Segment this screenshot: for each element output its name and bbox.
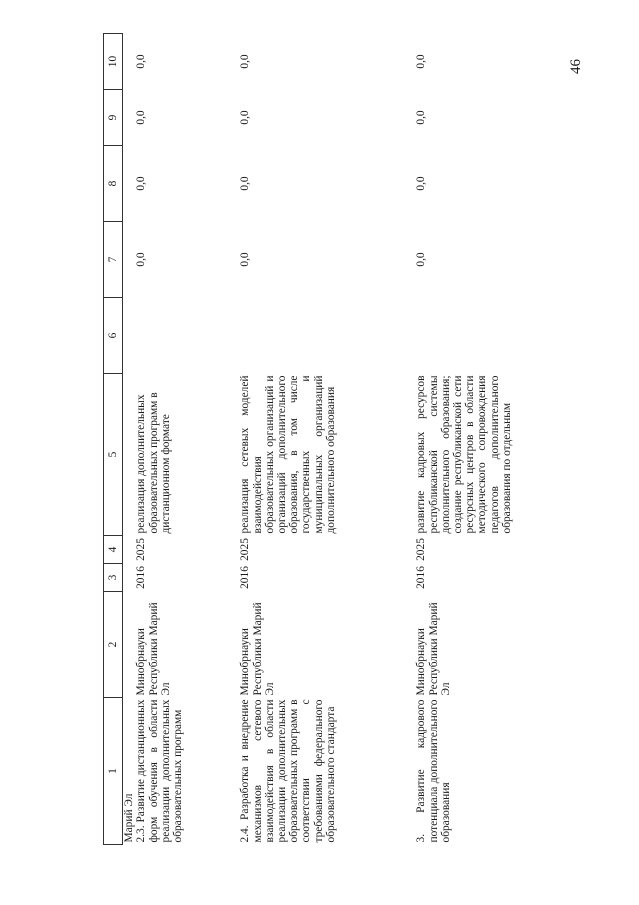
table-row <box>239 34 415 845</box>
region-label: Марий Эл <box>123 793 136 843</box>
cell-col9: 0,0 <box>415 110 428 125</box>
header-col-3: 3 <box>104 564 123 592</box>
cell-measure-name: 2.4. Разработка и внедрение механизмов сетевого взаимодействия в области реализации дополнительных образовательных программ в соответствии с требованиями федерального образовательного стандарта <box>239 699 337 843</box>
cell-col8: 0,0 <box>415 176 428 191</box>
header-row <box>104 34 123 845</box>
cell-start-year: 2016 <box>135 566 148 589</box>
rotated-table-wrapper <box>103 34 622 845</box>
region-row <box>123 34 136 845</box>
cell-executor: Минобрнауки Республики Марий Эл <box>239 602 276 696</box>
program-table <box>103 33 513 845</box>
cell-measure-name: 3. Развитие кадрового потенциала дополнительного образования <box>415 699 452 843</box>
cell-col8: 0,0 <box>239 176 252 191</box>
cell-result: развитие кадровых ресурсов республиканской системы дополнительного образования; создание республиканской сети ресурсных центров в области методического сопровождения педагогов дополнительного образования по отдельным <box>415 375 513 534</box>
cell-col6 <box>415 298 513 374</box>
cell-col9: 0,0 <box>239 110 252 125</box>
cell-start-year: 2016 <box>415 566 428 589</box>
cell-end-year: 2025 <box>239 538 252 561</box>
cell-end-year: 2025 <box>415 538 428 561</box>
cell-start-year: 2016 <box>239 566 252 589</box>
header-col-1: 1 <box>104 698 123 845</box>
cell-result: реализация дополнительных образовательных программ в дистанционном формате <box>135 392 172 534</box>
header-col-7: 7 <box>104 222 123 298</box>
cell-col7: 0,0 <box>415 252 428 267</box>
cell-end-year: 2025 <box>135 538 148 561</box>
header-col-2: 2 <box>104 592 123 698</box>
cell-measure-name: 2.3. Развитие дистанционных форм обучения в области реализации дополнительных образовательных программ <box>135 699 185 843</box>
cell-col6 <box>135 298 239 374</box>
header-col-9: 9 <box>104 90 123 146</box>
header-col-4: 4 <box>104 536 123 564</box>
cell-col7: 0,0 <box>239 252 252 267</box>
header-col-6: 6 <box>104 298 123 374</box>
table-row <box>135 34 239 845</box>
page-number: 46 <box>568 59 584 74</box>
cell-col10: 0,0 <box>135 54 148 69</box>
header-col-10: 10 <box>104 34 123 90</box>
cell-executor: Минобрнауки Республики Марий Эл <box>135 602 172 696</box>
cell-col10: 0,0 <box>415 54 428 69</box>
header-col-8: 8 <box>104 146 123 222</box>
cell-col9: 0,0 <box>135 110 148 125</box>
table-row <box>415 34 513 845</box>
cell-result: реализация сетевых моделей взаимодействия образовательных организаций и организаций дополнительного образования, в том числе государственных и муниципальных организаций дополнительного образования <box>239 375 337 534</box>
cell-col10: 0,0 <box>239 54 252 69</box>
header-col-5: 5 <box>104 374 123 536</box>
cell-col7: 0,0 <box>135 252 148 267</box>
cell-executor: Минобрнауки Республики Марий Эл <box>415 602 452 696</box>
cell-col8: 0,0 <box>135 176 148 191</box>
cell-col6 <box>239 298 415 374</box>
